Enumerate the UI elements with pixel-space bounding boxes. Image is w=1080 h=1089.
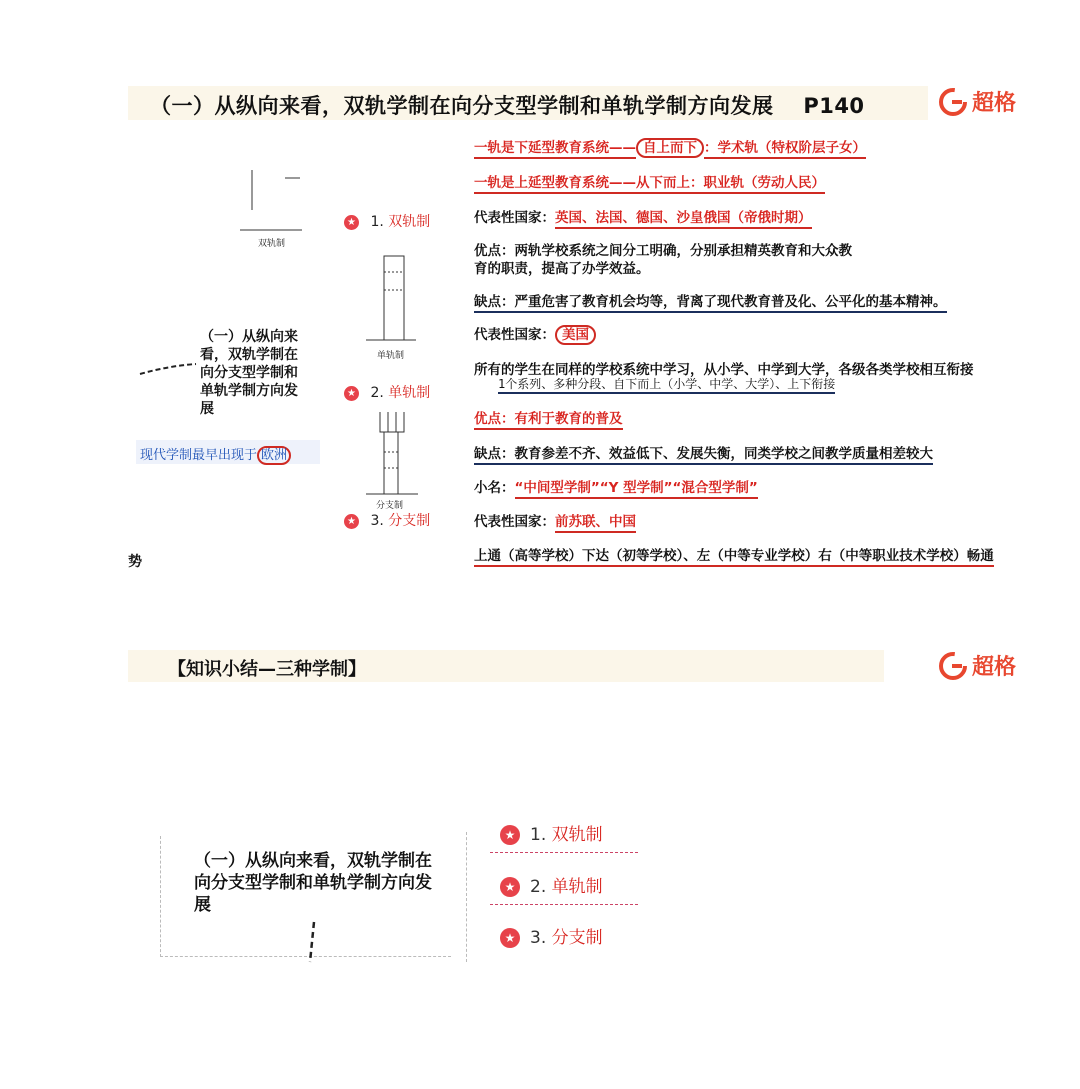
- branch-label: 分支制: [376, 501, 404, 511]
- brand-logo: [938, 86, 1016, 117]
- mindmap-node[interactable]: （一）从纵向来看，双轨学制在向分支型学制和单轨学制方向发展: [200, 329, 298, 417]
- logo-icon: [938, 87, 968, 117]
- summary-item-dual[interactable]: ★ 1. 双轨制: [500, 820, 603, 845]
- divider: [490, 904, 638, 905]
- dual-track-label: 双轨制: [258, 239, 286, 249]
- logo-icon: [938, 651, 968, 681]
- single-track-diagram: [360, 252, 420, 344]
- note-line-9: 缺点：教育参差不齐、效益低下、发展失衡，同类学校之间教学质量相差较大: [474, 442, 933, 462]
- summary-item-branch[interactable]: ★ 3. 分支制: [500, 923, 603, 948]
- note-line-1: 一轨是下延型教育系统—— 自上而下 ：学术轨（特权阶层子女）: [474, 136, 866, 156]
- list-item-single[interactable]: ★ 2. 单轨制: [344, 382, 430, 402]
- connector-dashes: [138, 362, 198, 376]
- note-line-10: 小名：“中间型学制”“Y 型学制”“混合型学制”: [474, 476, 758, 496]
- logo-text: 超格: [972, 91, 1017, 116]
- branch-diagram: [362, 408, 422, 498]
- list-item-branch[interactable]: ★ 3. 分支制: [344, 510, 430, 530]
- connector-dashes-2: [306, 920, 320, 964]
- summary-node[interactable]: （一）从纵向来看，双轨学制在向分支型学制和单轨学制方向发展: [194, 851, 432, 915]
- logo-text: 超格: [972, 655, 1017, 680]
- note-line-12: 上通（高等学校）下达（初等学校）、左（中等专业学校）右（中等职业技术学校）畅通: [474, 544, 994, 564]
- note-line-4b: 育的职责，提高了办学效益。: [474, 261, 650, 277]
- star-icon: ★: [500, 825, 520, 845]
- section-title-text: （一）从纵向来看，双轨学制在向分支型学制和单轨学制方向发展: [150, 94, 774, 118]
- note-line-2: 一轨是上延型教育系统——从下而上：职业轨（劳动人民）: [474, 171, 825, 191]
- note-line-7-hand: 1个系列、多种分段、自下而上（小学、中学、大学）、上下衔接: [498, 375, 835, 392]
- list-item-label: 双轨制: [388, 214, 431, 230]
- star-icon: ★: [500, 877, 520, 897]
- summary-item-single[interactable]: ★ 2. 单轨制: [500, 872, 603, 897]
- cut-text: 势: [128, 554, 142, 570]
- items-bracket: [466, 832, 471, 962]
- note-line-3: 代表性国家：英国、法国、德国、沙皇俄国（帝俄时期）: [474, 206, 812, 226]
- star-icon: ★: [344, 514, 359, 529]
- note-line-8: 优点：有利于教育的普及: [474, 407, 623, 427]
- page-ref: P140: [803, 94, 865, 118]
- note-europe: 现代学制最早出现于 欧洲: [140, 444, 291, 463]
- dual-track-diagram: [240, 170, 310, 240]
- brand-logo-2: [938, 650, 1016, 681]
- note-line-7: 所有的学生在同样的学校系统中学习，从小学、中学到大学，各级各类学校相互衔接: [474, 362, 974, 378]
- single-track-label: 单轨制: [377, 351, 405, 361]
- note-line-4a: 优点：两轨学校系统之间分工明确，分别承担精英教育和大众教: [474, 243, 852, 259]
- note-line-11: 代表性国家：前苏联、中国: [474, 510, 636, 530]
- list-item-dual[interactable]: ★ 1. 双轨制: [344, 211, 430, 231]
- note-line-6: 代表性国家： 美国: [474, 323, 596, 343]
- divider: [490, 852, 638, 853]
- star-icon: ★: [344, 215, 359, 230]
- star-icon: ★: [500, 928, 520, 948]
- star-icon: ★: [344, 386, 359, 401]
- list-item-label: 分支制: [388, 513, 431, 529]
- note-line-5: 缺点：严重危害了教育机会均等，背离了现代教育普及化、公平化的基本精神。: [474, 290, 947, 310]
- summary-title: 【知识小结—三种学制】: [168, 659, 366, 680]
- europe-circle: 欧洲: [257, 446, 291, 465]
- section-title: [150, 90, 865, 120]
- list-item-label: 单轨制: [388, 385, 431, 401]
